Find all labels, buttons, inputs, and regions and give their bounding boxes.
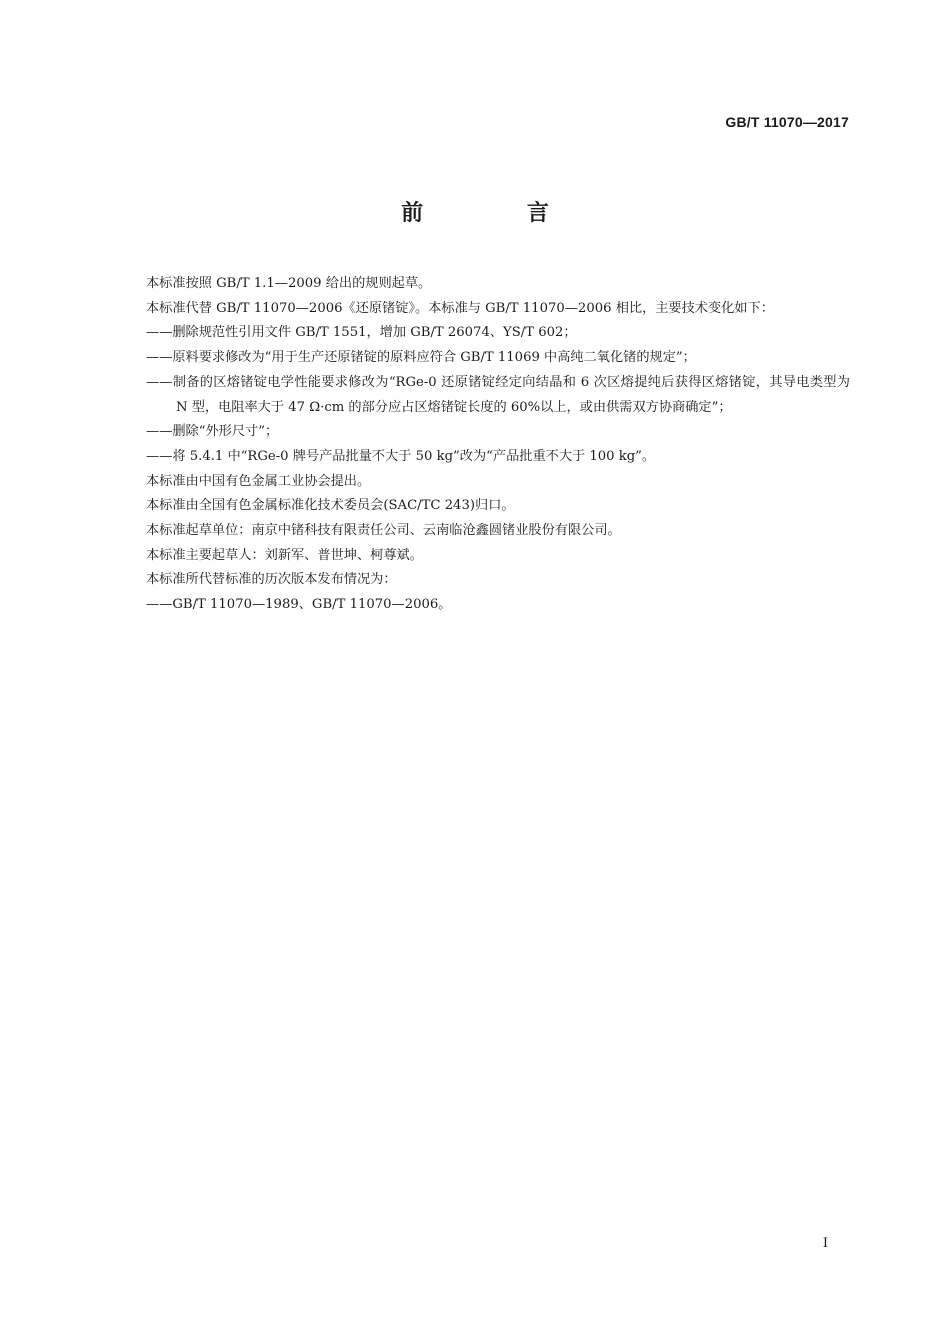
- paragraph-replacement: 本标准代替 GB/T 11070—2006《还原锗锭》。本标准与 GB/T 11070—2006 相比，主要技术变化如下：: [146, 300, 774, 316]
- document-body: [116, 272, 850, 618]
- change-item: ——删除规范性引用文件 GB/T 1551，增加 GB/T 26074、YS/T 602；: [146, 325, 577, 341]
- paragraph-drafting-units: 本标准起草单位：南京中锗科技有限责任公司、云南临沧鑫圆锗业股份有限公司。: [146, 523, 621, 539]
- paragraph-proposed-by: 本标准由中国有色金属工业协会提出。: [146, 473, 371, 489]
- change-item: ——删除“外形尺寸”；: [146, 424, 279, 440]
- paragraph-history-intro: 本标准所代替标准的历次版本发布情况为：: [146, 572, 397, 588]
- history-item: ——GB/T 11070—1989、GB/T 11070—2006。: [146, 597, 452, 613]
- paragraph-drafters: 本标准主要起草人：刘新军、普世坤、柯尊斌。: [146, 547, 423, 563]
- change-item: ——将 5.4.1 中“RGe-0 牌号产品批量不大于 50 kg”改为“产品批重不大于 100 kg”。: [146, 448, 656, 464]
- paragraph-administered-by: 本标准由全国有色金属标准化技术委员会(SAC/TC 243)归口。: [146, 498, 515, 514]
- paragraph-drafting-rule: 本标准按照 GB/T 1.1—2009 给出的规则起草。: [146, 276, 432, 291]
- change-item: ——制备的区熔锗锭电学性能要求修改为“RGe-0 还原锗锭经定向结晶和 6 次区熔提纯后获得区熔锗锭，其导电类型为 N 型，电阻率大于 47 Ω·cm 的部分应占区熔锗锭长度的 60%以上，或由供需双方协商确定”；: [146, 374, 850, 415]
- page-number: I: [822, 1236, 828, 1251]
- change-item: ——原料要求修改为“用于生产还原锗锭的原料应符合 GB/T 11069 中高纯二氧化锗的规定”；: [146, 350, 696, 366]
- standard-code: GB/T 11070—2017: [725, 114, 849, 130]
- page-title: 前 言: [401, 201, 597, 226]
